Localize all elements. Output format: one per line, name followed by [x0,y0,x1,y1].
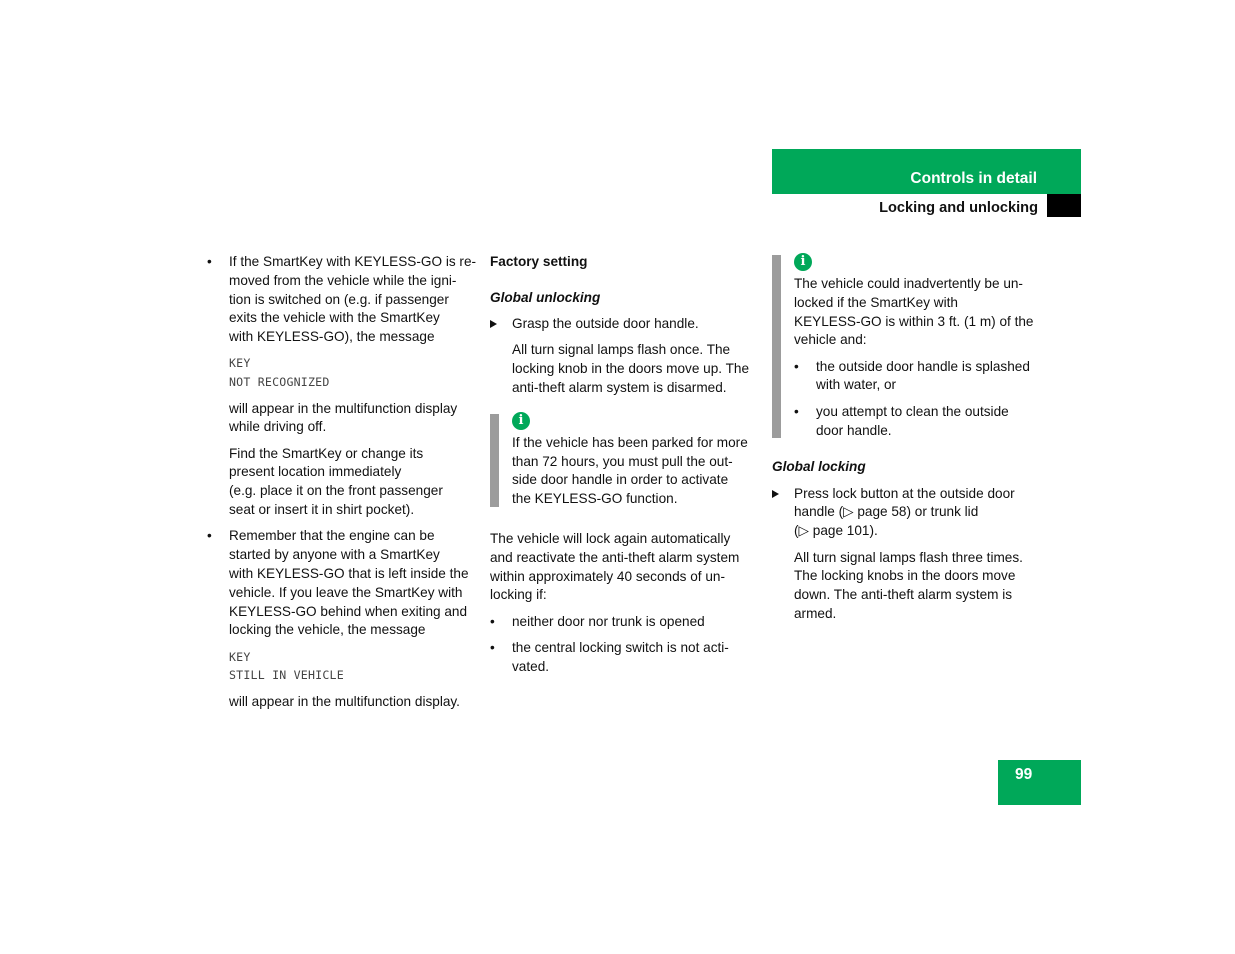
note-bar [490,414,499,507]
column-3 [772,253,1042,624]
subheading-global-unlocking: Global unlocking [490,289,601,305]
info-note-parked [490,412,756,509]
note-text-parked: If the vehicle has been parked for more than 72 hours, you must pull the out- side door handle in order to activate the KEYLESS-GO function. [512,434,748,507]
bullet-engine-started: • Remember that the engine can be started by anyone with a SmartKey with KEYLESS-GO that is left inside the vehicle. If you leave the SmartKey with KEYLESS-GO behind when exiting and locking the vehicle, the message [207,527,477,640]
section-title: Controls in detail [910,170,1037,187]
subheading-global-locking: Global locking [772,459,866,475]
paragraph-display-message: will appear in the multifunction display. [229,693,460,709]
step-grasp-handle: Grasp the outside door handle. [490,315,756,334]
bullet-door-not-opened: • neither door nor trunk is opened [490,613,756,632]
bullet-clean-handle: • you attempt to clean the outside door handle. [794,403,1042,441]
column-1 [207,253,477,712]
page-number-box [998,760,1081,805]
note-text-inadvertent: The vehicle could inadvertently be un- locked if the SmartKey with KEYLESS-GO is within 3 ft. (1 m) of the vehicle and: [794,276,1034,348]
heading-factory-setting: Factory setting [490,254,588,269]
info-icon: i [512,412,530,430]
bullet-handle-splashed: • the outside door handle is splashed with water, or [794,358,1042,396]
header-marker [1047,194,1081,217]
display-message-key-still-in-vehicle: KEY STILL IN VEHICLE [229,649,344,683]
column-2 [490,253,756,677]
paragraph-lamps-flash-three: All turn signal lamps flash three times. The locking knobs in the doors move down. The anti-theft alarm system is armed. [794,549,1023,621]
subsection-title: Locking and unlocking [879,200,1038,216]
note-bar [772,255,781,438]
page-number: 99 [1015,766,1033,783]
paragraph-display-while-driving: will appear in the multifunction display while driving off. [229,400,458,435]
bullet-switch-not-activated: • the central locking switch is not acti- vated. [490,639,756,677]
section-header-box [772,149,1081,194]
info-icon: i [794,253,812,271]
paragraph-lamps-flash-once: All turn signal lamps flash once. The locking knob in the doors move up. The anti-theft alarm system is disarmed. [512,342,750,395]
bullet-smartkey-removed: • If the SmartKey with KEYLESS-GO is re- moved from the vehicle while the igni- tion is switched on (e.g. if passenger exits the vehicle with the SmartKey with KEYLESS-GO), the message [207,253,477,347]
step-press-lock-button: Press lock button at the outside door handle (▷ page 58) or trunk lid (▷ page 101). [772,485,1042,541]
display-message-key-not-recognized: KEY NOT RECOGNIZED [229,356,330,390]
paragraph-find-smartkey: Find the SmartKey or change its present location immediately (e.g. place it on the front passenger seat or insert it in shirt pocket). [229,445,443,518]
info-note-inadvertent-unlock [772,253,1042,440]
paragraph-lock-again: The vehicle will lock again automatically and reactivate the anti-theft alarm system within approximately 40 seconds of un- locking if: [490,530,740,603]
